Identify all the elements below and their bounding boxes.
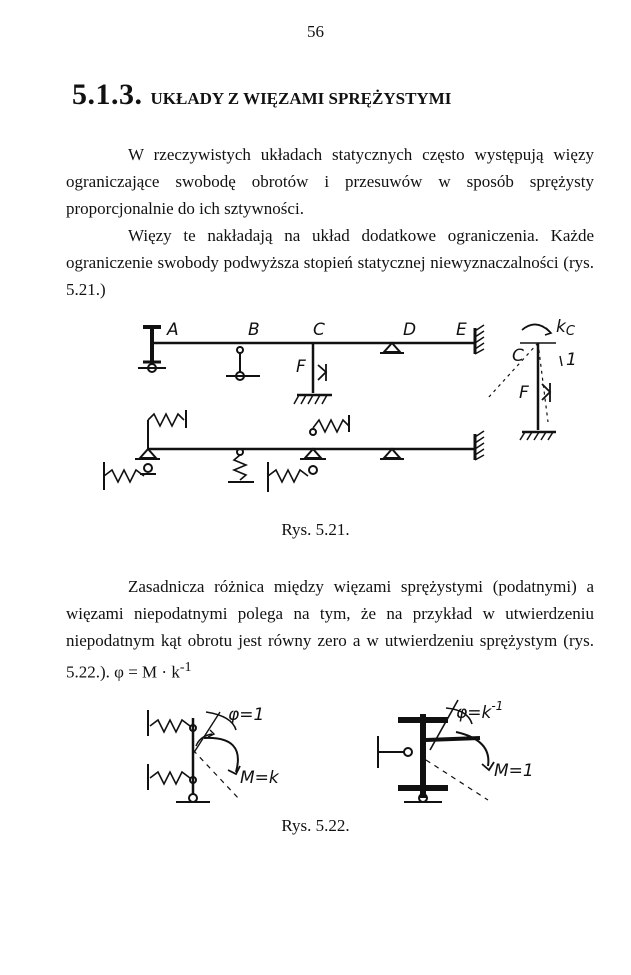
paragraph-3-text: Zasadnicza różnica między więzami sprężystymi (podatnymi) a więzami niepodatnymi polega na tym, że na przykład w utwierdzeniu niepodatnym kąt obrotu jest równy zero a w utwierdzeniu sprężystym (rys. 5.22.). φ = M · k — [66, 577, 594, 682]
paragraph-3-superscript: -1 — [179, 659, 192, 675]
figure-5-22-left — [148, 705, 280, 802]
figure-5-22-right — [378, 699, 534, 802]
label-f: F — [296, 357, 306, 377]
support-e — [475, 325, 484, 354]
figure-5-22 — [0, 690, 631, 890]
label-c-detail: C — [512, 346, 524, 366]
section-number: 5.1.3. — [72, 78, 143, 111]
bottom-middle-support — [228, 449, 254, 482]
paragraph-1-text: W rzeczywistych układach statycznych często występują więzy ograniczające swobodę obrotów i przesuwów w sposób sprężysty proporcjonalnie do ich sztywności. — [66, 145, 594, 218]
paragraph-3 — [66, 573, 594, 686]
support-a — [138, 327, 166, 372]
page-number: 56 — [307, 22, 324, 41]
right-moment-label: M=1 — [494, 761, 534, 781]
right-phi-label: $\varphi=k^{-1}$ — [456, 699, 504, 723]
label-f-detail: F — [519, 383, 529, 403]
left-phi-label: φ=1 — [228, 705, 265, 725]
figure-5-22-caption: Rys. 5.22. — [281, 816, 350, 835]
label-c: C — [313, 320, 325, 340]
figure-5-21-caption: Rys. 5.21. — [281, 520, 350, 539]
label-one: 1 — [566, 350, 577, 370]
section-title: UKŁADY Z WIĘZAMI SPRĘŻYSTYMI — [150, 89, 452, 108]
label-e: E — [456, 320, 467, 340]
label-d: D — [403, 320, 417, 340]
paragraph-2-text: Więzy te nakładają na układ dodatkowe ograniczenia. Każde ograniczenie swobody podwyższa stopień statycznej niewyznaczalności (rys. 5.21.) — [66, 226, 594, 299]
bottom-e-support — [475, 431, 484, 460]
label-kc: kC — [556, 317, 575, 339]
support-d — [380, 343, 404, 353]
left-moment-label: M=k — [240, 768, 279, 788]
bottom-c-support — [268, 415, 349, 492]
label-b: B — [248, 320, 260, 340]
support-b — [226, 347, 260, 380]
label-a: A — [167, 320, 179, 340]
bottom-d-support — [380, 449, 404, 459]
